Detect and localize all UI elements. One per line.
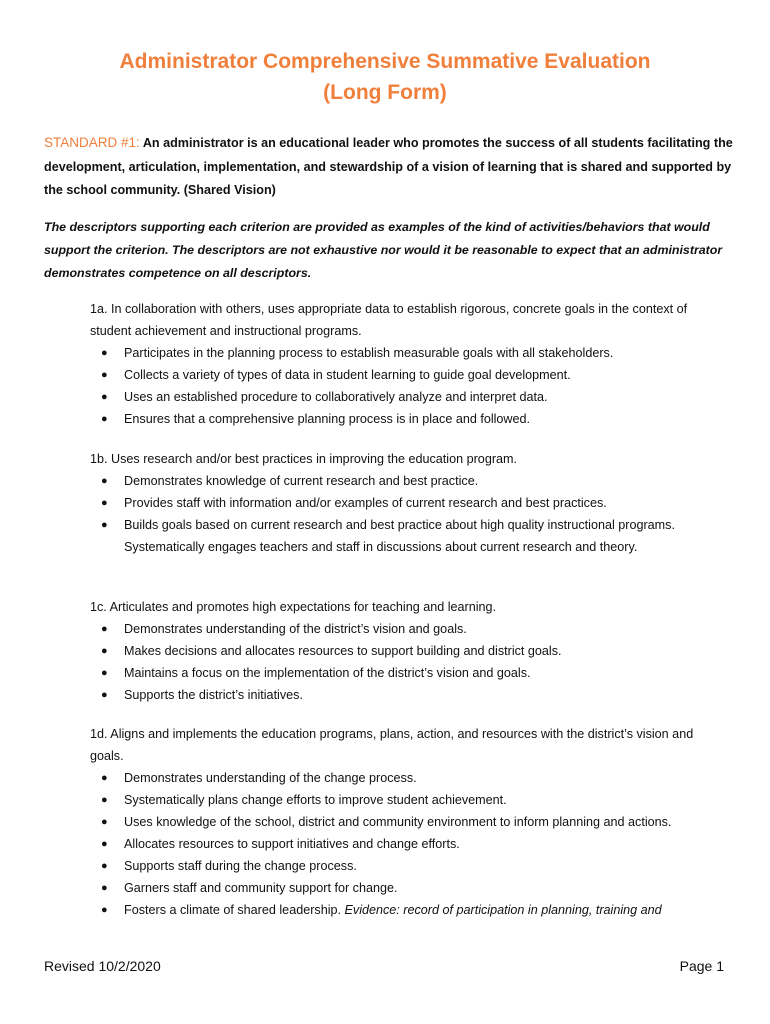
criterion-1c — [90, 596, 730, 706]
bullet-icon: ● — [101, 860, 108, 872]
criterion-heading: 1d. Aligns and implements the education programs, plans, action, and resources with the district’s vision and goals. — [90, 727, 694, 763]
list-item: ● Participates in the planning process to establish measurable goals with all stakeholders. — [90, 342, 730, 364]
list-item: ● Uses an established procedure to collaboratively analyze and interpret data. — [90, 386, 730, 408]
list-item: ● Ensures that a comprehensive planning process is in place and followed. — [90, 408, 730, 430]
bullet-icon: ● — [101, 623, 108, 635]
list-item: ● Fosters a climate of shared leadership. Evidence: record of participation in planning, training and — [90, 899, 730, 921]
bullet-icon: ● — [101, 475, 108, 487]
revised-date: Revised 10/2/2020 — [44, 958, 161, 974]
list-item: ● Demonstrates understanding of the change process. — [90, 767, 730, 789]
evidence-note: Evidence: record of participation in planning, training and — [344, 903, 662, 917]
list-item: ● Uses knowledge of the school, district and community environment to inform planning and actions. — [90, 811, 730, 833]
list-item: ● Systematically plans change efforts to improve student achievement. — [90, 789, 730, 811]
bullet-list — [90, 470, 730, 558]
list-item: ● Collects a variety of types of data in student learning to guide goal development. — [90, 364, 730, 386]
list-item: ● Provides staff with information and/or examples of current research and best practices. — [90, 492, 730, 514]
list-item: ● Garners staff and community support for change. — [90, 877, 730, 899]
bullet-icon: ● — [101, 772, 108, 784]
list-item: ● Allocates resources to support initiatives and change efforts. — [90, 833, 730, 855]
bullet-list — [90, 342, 730, 430]
bullet-list — [90, 618, 730, 706]
document-title — [0, 46, 770, 108]
standard-text: An administrator is an educational leader who promotes the success of all students facilitating the development, articulation, implementation, and stewardship of a vision of learning that is shared and supported by the school community. (Shared Vision) — [44, 136, 733, 197]
bullet-icon: ● — [101, 904, 108, 916]
bullet-icon: ● — [101, 882, 108, 894]
bullet-list — [90, 767, 730, 921]
criterion-heading: 1a. In collaboration with others, uses appropriate data to establish rigorous, concrete goals in the context of student achievement and instructional programs. — [90, 302, 688, 338]
bullet-icon: ● — [101, 369, 108, 381]
page-number: Page 1 — [679, 958, 724, 974]
bullet-icon: ● — [101, 816, 108, 828]
list-item: ● Makes decisions and allocates resources to support building and district goals. — [90, 640, 730, 662]
list-item: ● Builds goals based on current research and best practice about high quality instructional programs. Systematically engages teachers and staff in discussions about current research and theory. — [90, 514, 730, 558]
title-line-1: Administrator Comprehensive Summative Evaluation — [119, 50, 651, 73]
list-item: ● Supports the district’s initiatives. — [90, 684, 730, 706]
criterion-1a — [90, 298, 730, 430]
title-line-2: (Long Form) — [323, 81, 447, 104]
descriptor-note: The descriptors supporting each criterion are provided as examples of the kind of activities/behaviors that would support the criterion. The descriptors are not exhaustive nor would it be reasonable to expect that an administrator demonstrates competence on all descriptors. — [44, 220, 723, 280]
list-item: ● Supports staff during the change process. — [90, 855, 730, 877]
bullet-icon: ● — [101, 645, 108, 657]
bullet-icon: ● — [101, 391, 108, 403]
criterion-heading: 1b. Uses research and/or best practices in improving the education program. — [90, 452, 518, 466]
bullet-icon: ● — [101, 838, 108, 850]
standard-statement — [44, 131, 734, 203]
list-item: ● Maintains a focus on the implementation of the district’s vision and goals. — [90, 662, 730, 684]
bullet-icon: ● — [101, 667, 108, 679]
standard-label: STANDARD #1: — [44, 135, 140, 150]
criterion-1d — [90, 723, 730, 921]
bullet-icon: ● — [101, 689, 108, 701]
criterion-heading: 1c. Articulates and promotes high expectations for teaching and learning. — [90, 600, 497, 614]
criterion-1b — [90, 448, 730, 558]
bullet-icon: ● — [101, 794, 108, 806]
list-item: ● Demonstrates knowledge of current research and best practice. — [90, 470, 730, 492]
bullet-icon: ● — [101, 497, 108, 509]
bullet-icon: ● — [101, 519, 108, 531]
bullet-icon: ● — [101, 413, 108, 425]
list-item: ● Demonstrates understanding of the district’s vision and goals. — [90, 618, 730, 640]
bullet-icon: ● — [101, 347, 108, 359]
